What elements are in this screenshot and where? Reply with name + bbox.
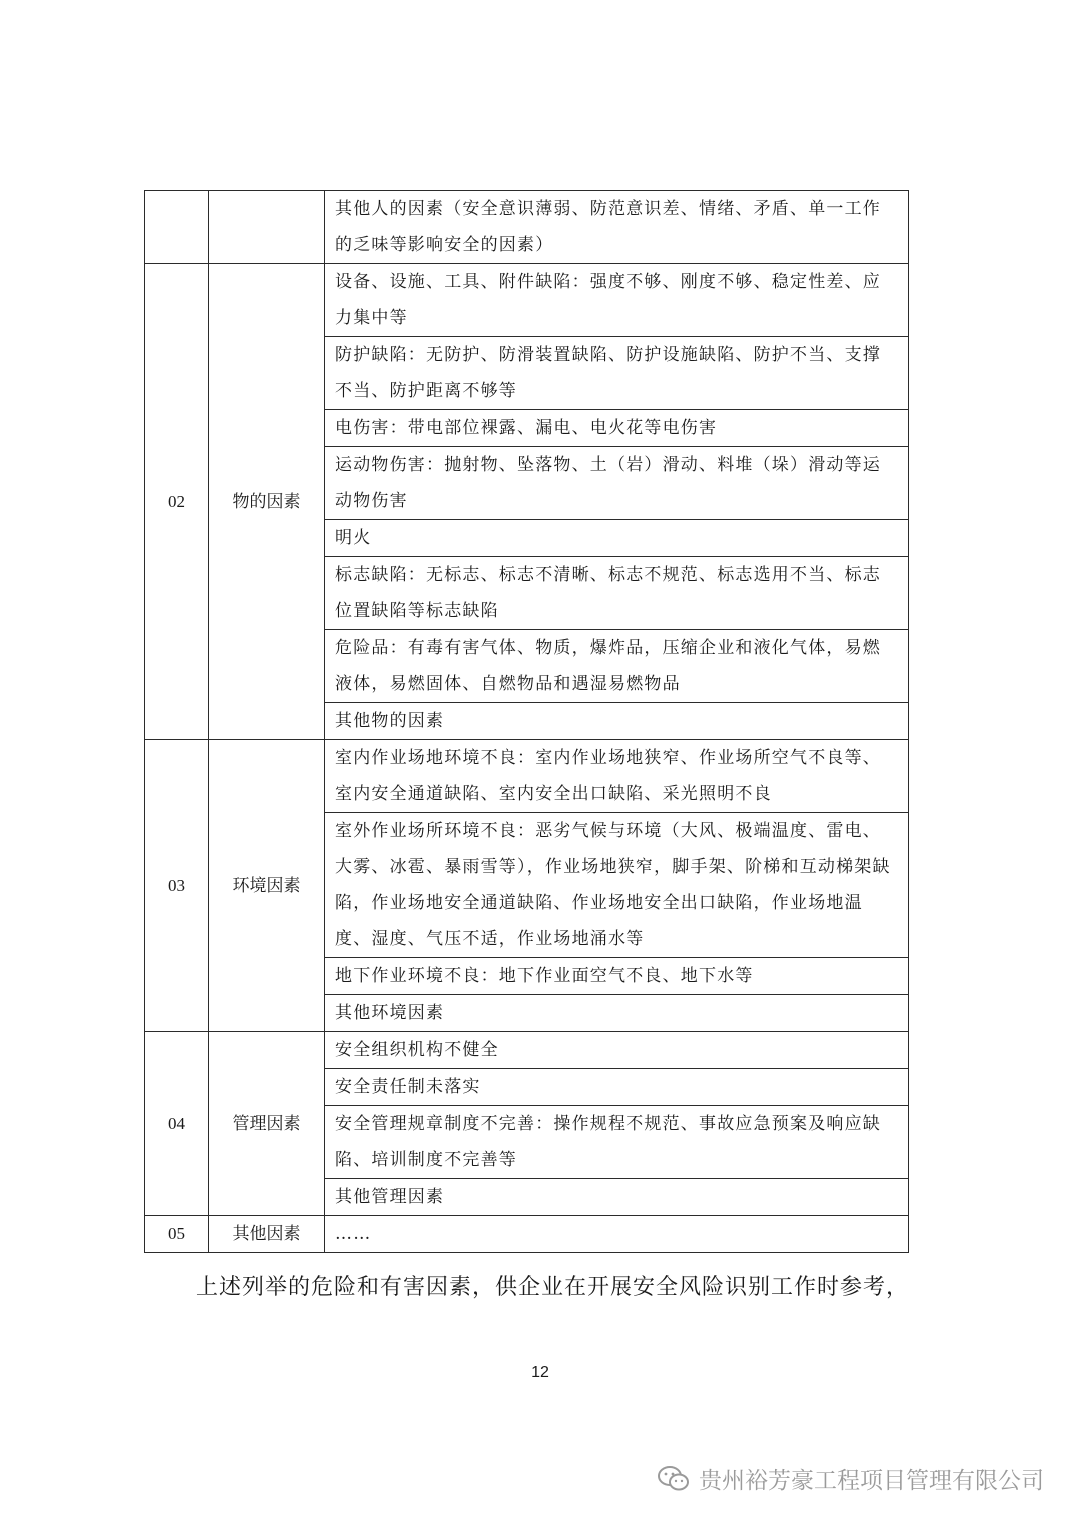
row-category: 管理因素 [209, 1032, 325, 1216]
row-number: 04 [145, 1032, 209, 1216]
hazard-factors-table [144, 190, 909, 1253]
row-category: 环境因素 [209, 740, 325, 1032]
factor-item: 安全管理规章制度不完善：操作规程不规范、事故应急预案及响应缺陷、培训制度不完善等 [325, 1106, 909, 1179]
factor-item: 标志缺陷：无标志、标志不清晰、标志不规范、标志选用不当、标志位置缺陷等标志缺陷 [325, 557, 909, 630]
row-number: 05 [145, 1216, 209, 1253]
table-row [145, 191, 909, 264]
factor-item: 安全责任制未落实 [325, 1069, 909, 1106]
factor-item: 防护缺陷：无防护、防滑装置缺陷、防护设施缺陷、防护不当、支撑不当、防护距离不够等 [325, 337, 909, 410]
factor-item: 室外作业场所环境不良：恶劣气候与环境（大风、极端温度、雷电、大雾、冰雹、暴雨雪等），作业场地狭窄，脚手架、阶梯和互动梯架缺陷，作业场地安全通道缺陷、作业场地安全出口缺陷，作业场地温度、湿度、气压不适，作业场地涌水等 [325, 813, 909, 958]
row-number: 03 [145, 740, 209, 1032]
row-category: 其他因素 [209, 1216, 325, 1253]
factor-item: 其他环境因素 [325, 995, 909, 1032]
row-number [145, 191, 209, 264]
factor-item: 室内作业场地环境不良：室内作业场地狭窄、作业场所空气不良等、室内安全通道缺陷、室内安全出口缺陷、采光照明不良 [325, 740, 909, 813]
table-row [145, 264, 909, 337]
factor-item: 其他人的因素（安全意识薄弱、防范意识差、情绪、矛盾、单一工作的乏味等影响安全的因素） [325, 191, 909, 264]
row-category: 物的因素 [209, 264, 325, 740]
factor-item: 运动物伤害：抛射物、坠落物、土（岩）滑动、料堆（垛）滑动等运动物伤害 [325, 447, 909, 520]
factor-item: …… [325, 1216, 909, 1253]
factor-item: 安全组织机构不健全 [325, 1032, 909, 1069]
wechat-icon [657, 1465, 691, 1493]
row-category [209, 191, 325, 264]
factor-item: 危险品：有毒有害气体、物质，爆炸品，压缩企业和液化气体，易燃液体，易燃固体、自燃物品和遇湿易燃物品 [325, 630, 909, 703]
page-number: 12 [531, 1364, 549, 1381]
factor-item: 其他物的因素 [325, 703, 909, 740]
factor-item: 明火 [325, 520, 909, 557]
factor-item: 地下作业环境不良：地下作业面空气不良、地下水等 [325, 958, 909, 995]
closing-paragraph: 上述列举的危险和有害因素，供企业在开展安全风险识别工作时参考， [196, 1275, 910, 1300]
table-row [145, 1216, 909, 1253]
table-row [145, 1032, 909, 1069]
factor-item: 电伤害：带电部位裸露、漏电、电火花等电伤害 [325, 410, 909, 447]
factor-item: 设备、设施、工具、附件缺陷：强度不够、刚度不够、稳定性差、应力集中等 [325, 264, 909, 337]
watermark-text: 贵州裕芳豪工程项目管理有限公司 [699, 1468, 1044, 1494]
watermark [657, 1462, 1044, 1495]
row-number: 02 [145, 264, 209, 740]
table-row [145, 740, 909, 813]
factor-item: 其他管理因素 [325, 1179, 909, 1216]
